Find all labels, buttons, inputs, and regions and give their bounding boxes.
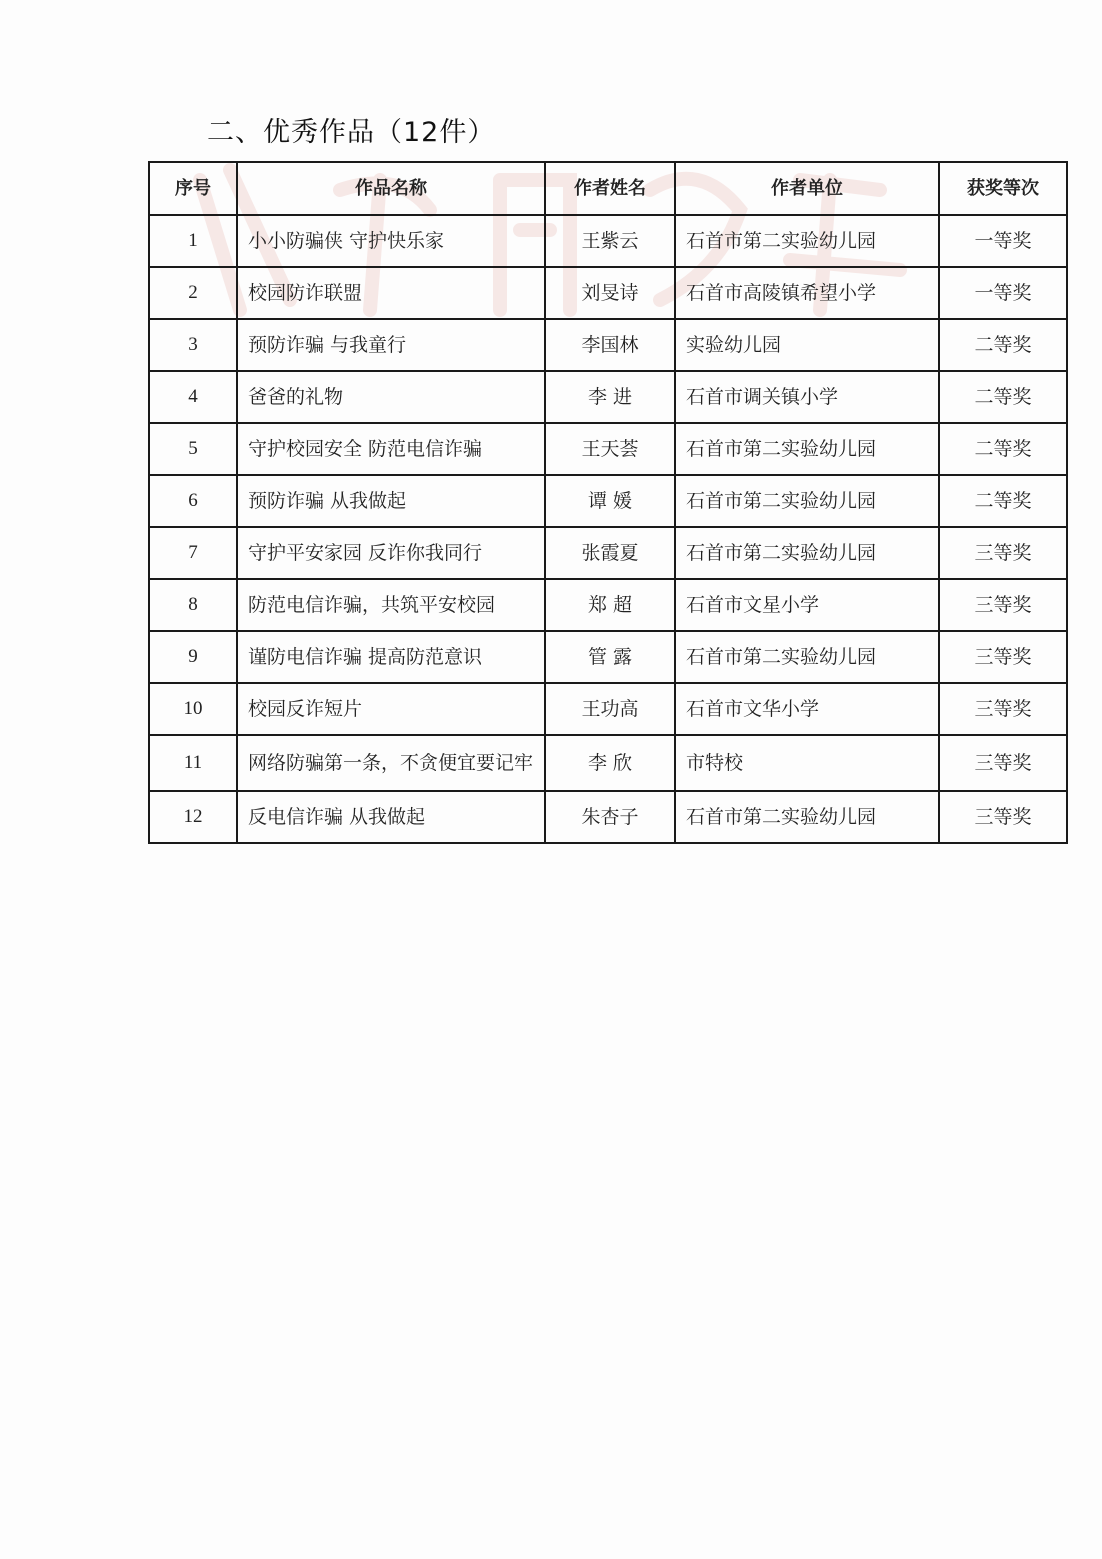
cell-author: 王紫云 — [545, 215, 675, 267]
cell-title: 爸爸的礼物 — [237, 371, 545, 423]
cell-num: 2 — [149, 267, 237, 319]
table-row — [149, 683, 1067, 735]
cell-num: 5 — [149, 423, 237, 475]
table-body — [149, 215, 1067, 843]
cell-unit: 石首市第二实验幼儿园 — [675, 631, 939, 683]
cell-title: 反电信诈骗 从我做起 — [237, 791, 545, 843]
cell-num: 10 — [149, 683, 237, 735]
cell-unit: 石首市第二实验幼儿园 — [675, 527, 939, 579]
cell-author: 谭 媛 — [545, 475, 675, 527]
cell-unit: 石首市第二实验幼儿园 — [675, 475, 939, 527]
cell-title: 校园反诈短片 — [237, 683, 545, 735]
cell-prize: 三等奖 — [939, 527, 1067, 579]
cell-prize: 二等奖 — [939, 371, 1067, 423]
cell-num: 1 — [149, 215, 237, 267]
cell-author: 李国林 — [545, 319, 675, 371]
cell-prize: 一等奖 — [939, 215, 1067, 267]
cell-author: 朱杏子 — [545, 791, 675, 843]
cell-unit: 市特校 — [675, 735, 939, 791]
table-row — [149, 631, 1067, 683]
cell-title: 预防诈骗 从我做起 — [237, 475, 545, 527]
cell-title: 谨防电信诈骗 提高防范意识 — [237, 631, 545, 683]
cell-prize: 三等奖 — [939, 631, 1067, 683]
table-row — [149, 215, 1067, 267]
table-header-row — [149, 162, 1067, 215]
cell-num: 9 — [149, 631, 237, 683]
table-row — [149, 527, 1067, 579]
cell-prize: 三等奖 — [939, 735, 1067, 791]
cell-num: 7 — [149, 527, 237, 579]
cell-title: 网络防骗第一条，不贪便宜要记牢 — [237, 735, 545, 791]
cell-unit: 石首市第二实验幼儿园 — [675, 791, 939, 843]
cell-prize: 三等奖 — [939, 683, 1067, 735]
cell-prize: 三等奖 — [939, 791, 1067, 843]
cell-prize: 一等奖 — [939, 267, 1067, 319]
table-row — [149, 475, 1067, 527]
award-table — [148, 161, 1068, 844]
cell-prize: 三等奖 — [939, 579, 1067, 631]
cell-title: 预防诈骗 与我童行 — [237, 319, 545, 371]
table-row — [149, 319, 1067, 371]
cell-unit: 石首市文星小学 — [675, 579, 939, 631]
cell-num: 6 — [149, 475, 237, 527]
cell-num: 8 — [149, 579, 237, 631]
cell-author: 王功高 — [545, 683, 675, 735]
cell-author: 王天荟 — [545, 423, 675, 475]
cell-prize: 二等奖 — [939, 319, 1067, 371]
cell-title: 守护校园安全 防范电信诈骗 — [237, 423, 545, 475]
cell-author: 张霞夏 — [545, 527, 675, 579]
table-row — [149, 579, 1067, 631]
cell-num: 3 — [149, 319, 237, 371]
section-title: 二、优秀作品（12件） — [207, 117, 496, 148]
header-title: 作品名称 — [237, 162, 545, 215]
cell-prize: 二等奖 — [939, 475, 1067, 527]
cell-num: 12 — [149, 791, 237, 843]
cell-unit: 石首市高陵镇希望小学 — [675, 267, 939, 319]
cell-title: 小小防骗侠 守护快乐家 — [237, 215, 545, 267]
cell-prize: 二等奖 — [939, 423, 1067, 475]
table-row — [149, 791, 1067, 843]
header-author: 作者姓名 — [545, 162, 675, 215]
cell-author: 李 欣 — [545, 735, 675, 791]
table-row — [149, 371, 1067, 423]
cell-num: 4 — [149, 371, 237, 423]
table-row — [149, 423, 1067, 475]
cell-author: 刘旻诗 — [545, 267, 675, 319]
header-unit: 作者单位 — [675, 162, 939, 215]
table-row — [149, 267, 1067, 319]
cell-unit: 实验幼儿园 — [675, 319, 939, 371]
cell-unit: 石首市第二实验幼儿园 — [675, 215, 939, 267]
cell-title: 校园防诈联盟 — [237, 267, 545, 319]
cell-num: 11 — [149, 735, 237, 791]
cell-author: 管 露 — [545, 631, 675, 683]
header-prize: 获奖等次 — [939, 162, 1067, 215]
cell-title: 守护平安家园 反诈你我同行 — [237, 527, 545, 579]
cell-title: 防范电信诈骗，共筑平安校园 — [237, 579, 545, 631]
cell-author: 郑 超 — [545, 579, 675, 631]
header-num: 序号 — [149, 162, 237, 215]
table-row — [149, 735, 1067, 791]
cell-unit: 石首市第二实验幼儿园 — [675, 423, 939, 475]
cell-unit: 石首市调关镇小学 — [675, 371, 939, 423]
cell-author: 李 进 — [545, 371, 675, 423]
cell-unit: 石首市文华小学 — [675, 683, 939, 735]
